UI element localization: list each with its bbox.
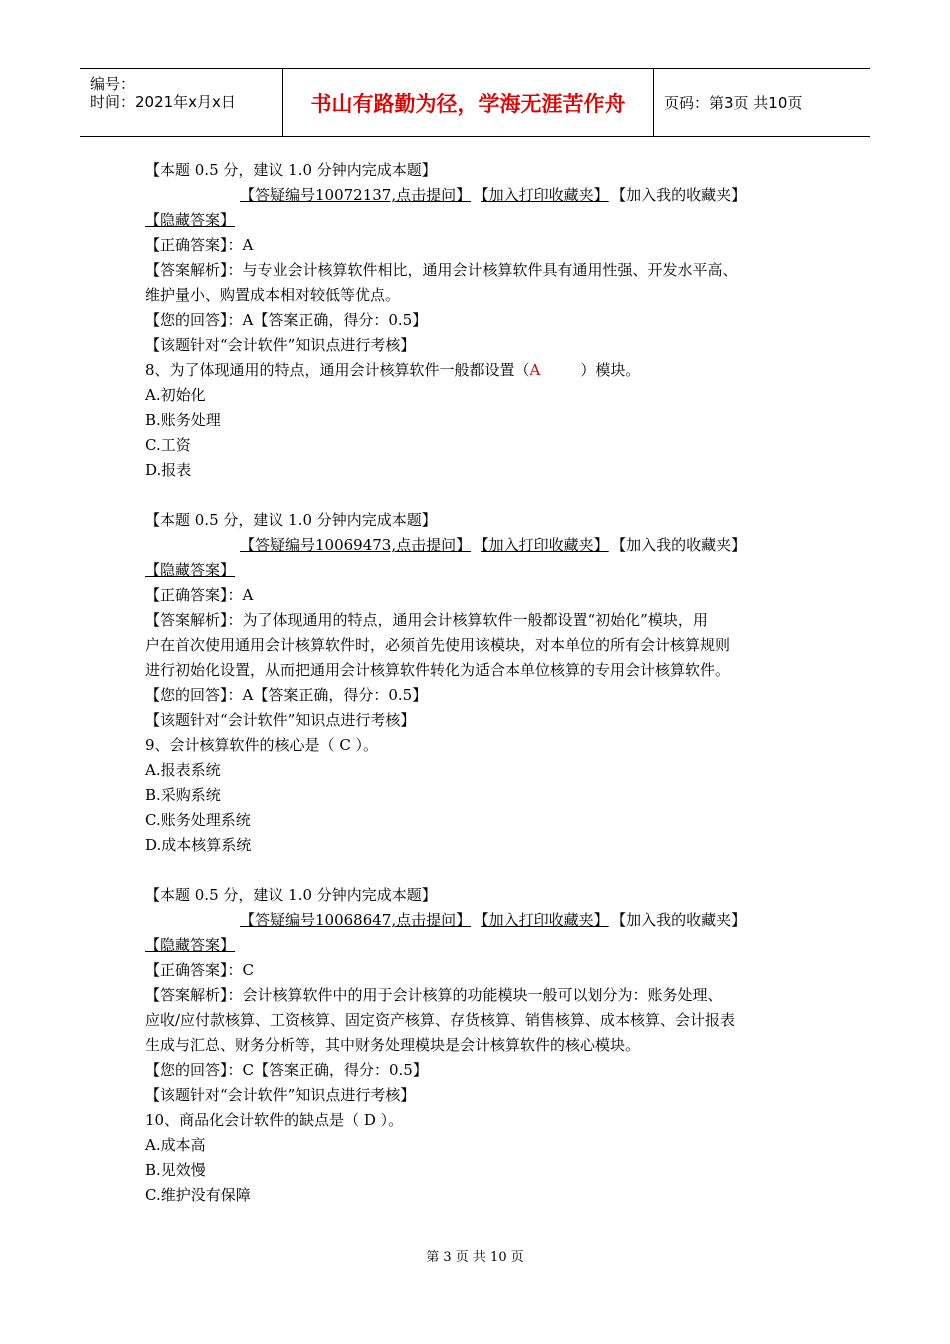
question-info: 【本题 0.5 分，建议 1.0 分钟内完成本题】 [145, 161, 437, 179]
option: B.账务处理 [145, 411, 221, 429]
correct-answer: 【正确答案】：A [145, 236, 254, 254]
number-label: 编号： [90, 75, 136, 93]
question-links [145, 533, 825, 558]
your-answer: 【您的回答】：A【答案正确，得分：0.5】 [145, 686, 428, 704]
page-label: 页码：第3页 共10页 [664, 94, 803, 112]
correct-answer: 【正确答案】：C [145, 961, 254, 979]
header-motto-cell [283, 69, 654, 136]
answer-analysis: 【答案解析】：会计核算软件中的用于会计核算的功能模块一般可以划分为：账务处理、 [145, 986, 723, 1004]
add-my-favorites-link[interactable]: 【加入我的收藏夹】 [618, 911, 747, 929]
question-links [145, 183, 825, 208]
answer-analysis-cont: 户在首次使用通用会计核算软件时，必须首先使用该模块，对本单位的所有会计核算规则 [145, 636, 731, 654]
answer-analysis-cont: 进行初始化设置，从而把通用会计核算软件转化为适合本单位核算的专用会计核算软件。 [145, 661, 731, 679]
add-my-favorites-link[interactable]: 【加入我的收藏夹】 [618, 186, 747, 204]
header-page-cell [664, 69, 870, 136]
ask-question-link[interactable]: 【答疑编号10069473,点击提问】 [240, 536, 472, 554]
page-footer: 第 3 页 共 10 页 [426, 1250, 524, 1265]
question-stem: 10、商品化会计软件的缺点是（ D ）。 [145, 1111, 404, 1129]
option: B.采购系统 [145, 786, 221, 804]
your-answer: 【您的回答】：A【答案正确，得分：0.5】 [145, 311, 428, 329]
question-info: 【本题 0.5 分，建议 1.0 分钟内完成本题】 [145, 886, 437, 904]
topic-note: 【该题针对“会计软件”知识点进行考核】 [145, 711, 416, 729]
option: A.报表系统 [145, 761, 221, 779]
option: C.账务处理系统 [145, 811, 251, 829]
hide-answer-link[interactable]: 【隐藏答案】 [145, 936, 236, 954]
question-info: 【本题 0.5 分，建议 1.0 分钟内完成本题】 [145, 511, 437, 529]
question-links [145, 908, 825, 933]
option: A.初始化 [145, 386, 206, 404]
question-stem [145, 358, 825, 383]
option: D.报表 [145, 461, 192, 479]
add-print-favorites-link[interactable]: 【加入打印收藏夹】 [481, 536, 609, 554]
option: B.见效慢 [145, 1161, 206, 1179]
answer-analysis: 【答案解析】：与专业会计核算软件相比，通用会计核算软件具有通用性强、开发水平高、 [145, 261, 738, 279]
answer-analysis: 【答案解析】：为了体现通用的特点，通用会计核算软件一般都设置“初始化”模块，用 [145, 611, 708, 629]
motto: 书山有路勤为径，学海无涯苦作舟 [310, 91, 626, 116]
hide-answer-link[interactable]: 【隐藏答案】 [145, 561, 236, 579]
answer-analysis-cont: 维护量小、购置成本相对较低等优点。 [145, 286, 401, 304]
add-print-favorites-link[interactable]: 【加入打印收藏夹】 [481, 911, 609, 929]
option: D.成本核算系统 [145, 836, 252, 854]
answer-fill: A [529, 361, 541, 379]
option: A.成本高 [145, 1136, 206, 1154]
answer-analysis-cont: 应收/应付款核算、工资核算、固定资产核算、存货核算、销售核算、成本核算、会计报表 [145, 1011, 736, 1029]
option: C.维护没有保障 [145, 1186, 251, 1204]
add-print-favorites-link[interactable]: 【加入打印收藏夹】 [481, 186, 609, 204]
answer-analysis-cont: 生成与汇总、财务分析等，其中财务处理模块是会计核算软件的核心模块。 [145, 1036, 641, 1054]
ask-question-link[interactable]: 【答疑编号10072137,点击提问】 [240, 186, 472, 204]
add-my-favorites-link[interactable]: 【加入我的收藏夹】 [618, 536, 747, 554]
document-body [145, 158, 825, 1208]
topic-note: 【该题针对“会计软件”知识点进行考核】 [145, 1086, 416, 1104]
hide-answer-link[interactable]: 【隐藏答案】 [145, 211, 236, 229]
date-label: 时间：2021年x月x日 [90, 93, 236, 111]
question-stem-end: ）模块。 [580, 361, 641, 379]
page-header [80, 68, 870, 137]
question-stem: 9、会计核算软件的核心是（ C ）。 [145, 736, 379, 754]
question-stem-text: 8、为了体现通用的特点，通用会计核算软件一般都设置（ [145, 361, 530, 379]
option: C.工资 [145, 436, 191, 454]
topic-note: 【该题针对“会计软件”知识点进行考核】 [145, 336, 416, 354]
correct-answer: 【正确答案】：A [145, 586, 254, 604]
your-answer: 【您的回答】：C【答案正确，得分：0.5】 [145, 1061, 428, 1079]
header-meta-cell [80, 69, 283, 136]
ask-question-link[interactable]: 【答疑编号10068647,点击提问】 [240, 911, 472, 929]
